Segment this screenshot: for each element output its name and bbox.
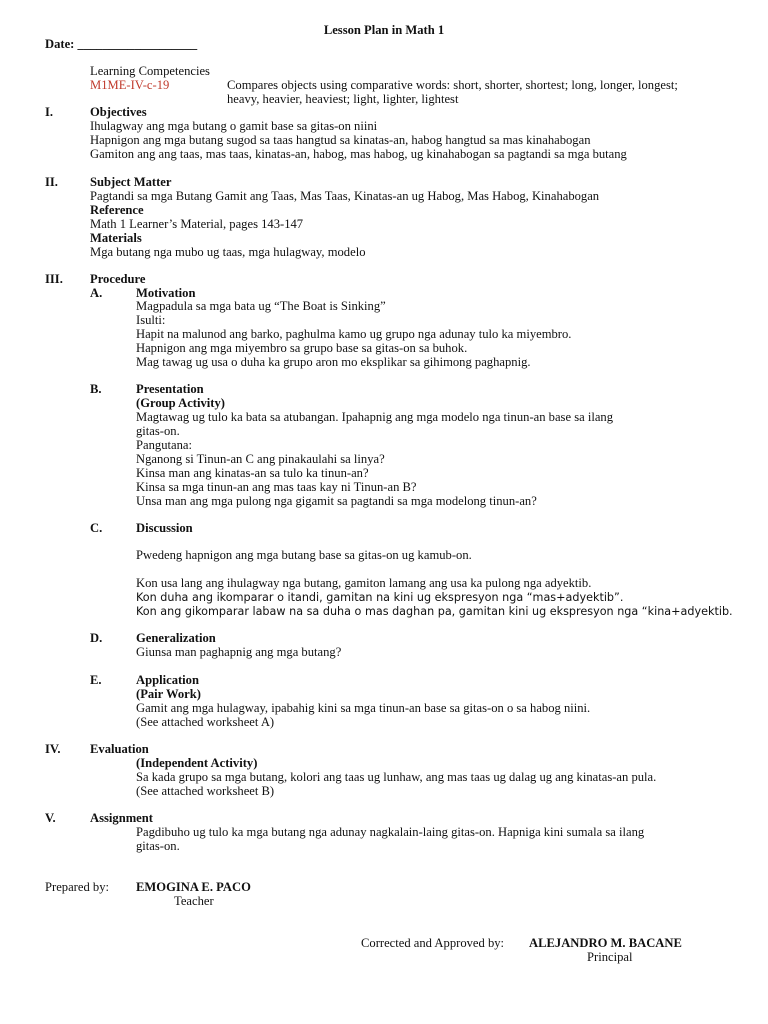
application-subheading: (Pair Work) xyxy=(136,687,201,701)
competency-code: M1ME-IV-c-19 xyxy=(90,78,170,92)
section-heading-objectives: Objectives xyxy=(90,105,147,119)
section-numeral-evaluation: IV. xyxy=(45,742,61,756)
presentation-line: Pangutana: xyxy=(136,438,192,452)
presentation-line: Magtawag ug tulo ka bata sa atubangan. Ipahapnig ang mga modelo nga tinun-an base sa ilang xyxy=(136,410,614,424)
discussion-line: Kon usa lang ang ihulagway nga butang, gamiton lamang ang usa ka pulong nga adyektib. xyxy=(136,576,592,590)
reference-text: Math 1 Learner’s Material, pages 143-147 xyxy=(90,217,304,231)
presentation-line: gitas-on. xyxy=(136,424,180,438)
prepared-by-role: Teacher xyxy=(174,894,214,908)
objective-line: Gamiton ang ang taas, mas taas, kinatas-an, habog, mas habog, ug kinahabogan sa pagtandi sa mga butang xyxy=(90,147,627,161)
subsection-letter-d: D. xyxy=(90,631,103,645)
presentation-line: Kinsa man ang kinatas-an sa tulo ka tinun-an? xyxy=(136,466,369,480)
section-heading-assignment: Assignment xyxy=(90,811,153,825)
discussion-line: Kon ang gikomparar labaw na sa duha o mas daghan pa, gamitan kini ug ekspresyon nga “kina+adyektib. xyxy=(136,605,733,618)
section-numeral-subject-matter: II. xyxy=(45,175,58,189)
objective-line: Ihulagway ang mga butang o gamit base sa gitas-on niini xyxy=(90,119,378,133)
motivation-line: Isulti: xyxy=(136,313,166,327)
assignment-line: gitas-on. xyxy=(136,839,180,853)
subsection-letter-a: A. xyxy=(90,286,103,300)
presentation-line: Kinsa sa mga tinun-an ang mas taas kay ni Tinun-an B? xyxy=(136,480,417,494)
document-title: Lesson Plan in Math 1 xyxy=(323,23,445,37)
prepared-by-label: Prepared by: xyxy=(45,880,109,894)
presentation-line: Unsa man ang mga pulong nga gigamit sa pagtandi sa mga modelong tinun-an? xyxy=(136,494,537,508)
evaluation-line: Sa kada grupo sa mga butang, kolori ang taas ug lunhaw, ang mas taas ug dalag ug ang kinatas-an pula. xyxy=(136,770,657,784)
application-line: Gamit ang mga hulagway, ipabahig kini sa mga tinun-an base sa gitas-on o sa habog niini. xyxy=(136,701,591,715)
application-line: (See attached worksheet A) xyxy=(136,715,275,729)
approved-by-label: Corrected and Approved by: xyxy=(361,936,505,950)
presentation-subheading: (Group Activity) xyxy=(136,396,225,410)
prepared-by-name: EMOGINA E. PACO xyxy=(136,880,251,894)
subsection-heading-presentation: Presentation xyxy=(136,382,204,396)
motivation-text: Magpadula sa mga bata ug “The Boat is Sinking” xyxy=(136,299,386,313)
discussion-line: Pwedeng hapnigon ang mga butang base sa gitas-on ug kamub-on. xyxy=(136,548,472,562)
section-numeral-assignment: V. xyxy=(45,811,56,825)
date-field-label: Date: ___________________ xyxy=(45,37,198,51)
evaluation-line: (See attached worksheet B) xyxy=(136,784,275,798)
presentation-line: Nganong si Tinun-an C ang pinakaulahi sa linya? xyxy=(136,452,385,466)
competencies-label: Learning Competencies xyxy=(90,64,210,78)
objective-line: Hapnigon ang mga butang sugod sa taas hangtud sa kinatas-an, habog hangtud sa mas kinahabogan xyxy=(90,133,591,147)
motivation-line: Hapnigon ang mga miyembro sa grupo base sa gitas-on sa buhok. xyxy=(136,341,468,355)
discussion-line: Kon duha ang ikomparar o itandi, gamitan na kini ug ekspresyon nga “mas+adyektib”. xyxy=(136,591,624,604)
evaluation-subheading: (Independent Activity) xyxy=(136,756,258,770)
motivation-line: Mag tawag ug usa o duha ka grupo aron mo eksplikar sa gihimong paghapnig. xyxy=(136,355,531,369)
subsection-letter-c: C. xyxy=(90,521,103,535)
approved-by-name: ALEJANDRO M. BACANE xyxy=(529,936,682,950)
assignment-line: Pagdibuho ug tulo ka mga butang nga adunay nagkalain-laing gitas-on. Hapniga kini sumala sa ilang xyxy=(136,825,645,839)
reference-heading: Reference xyxy=(90,203,144,217)
subsection-heading-discussion: Discussion xyxy=(136,521,193,535)
section-heading-evaluation: Evaluation xyxy=(90,742,149,756)
motivation-line: Hapit na malunod ang barko, paghulma kamo ug grupo nga adunay tulo ka miyembro. xyxy=(136,327,572,341)
section-numeral-procedure: III. xyxy=(45,272,63,286)
section-heading-procedure: Procedure xyxy=(90,272,146,286)
section-numeral-objectives: I. xyxy=(45,105,54,119)
motivation-line xyxy=(136,300,386,314)
generalization-line: Giunsa man paghapnig ang mga butang? xyxy=(136,645,342,659)
materials-text: Mga butang nga mubo ug taas, mga hulagway, modelo xyxy=(90,245,366,259)
competency-text-line2: heavy, heavier, heaviest; light, lighter, lightest xyxy=(227,92,459,106)
subject-matter-text: Pagtandi sa mga Butang Gamit ang Taas, Mas Taas, Kinatas-an ug Habog, Mas Habog, Kinahabogan xyxy=(90,189,600,203)
competency-text-line1: Compares objects using comparative words: short, shorter, shortest; long, longer, longest; xyxy=(227,78,678,92)
subsection-heading-application: Application xyxy=(136,673,199,687)
materials-heading: Materials xyxy=(90,231,142,245)
subsection-heading-motivation: Motivation xyxy=(136,286,196,300)
subsection-letter-b: B. xyxy=(90,382,102,396)
subsection-letter-e: E. xyxy=(90,673,102,687)
subsection-heading-generalization: Generalization xyxy=(136,631,216,645)
approved-by-role: Principal xyxy=(587,950,633,964)
section-heading-subject-matter: Subject Matter xyxy=(90,175,172,189)
